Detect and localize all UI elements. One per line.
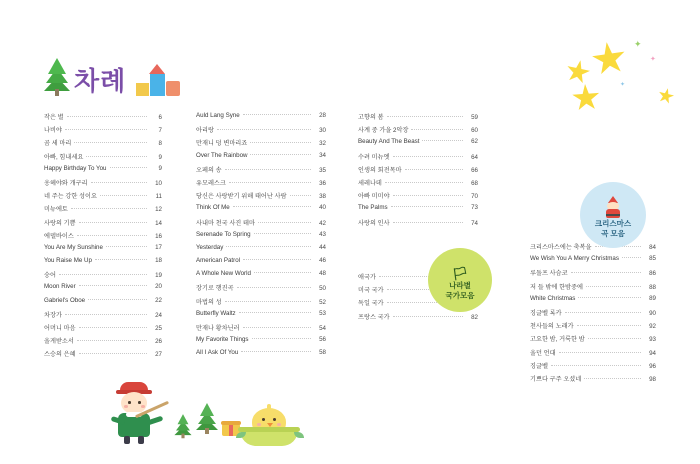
toc-entry-page: 64: [471, 153, 478, 161]
toc-entry[interactable]: [358, 312, 478, 325]
toc-entry-title: Gabriel's Oboe: [44, 296, 86, 304]
toc-leader-dots: [77, 235, 147, 236]
toc-entry-title: 애국가: [358, 274, 376, 281]
toc-entry-page: 68: [471, 179, 478, 187]
toc-entry[interactable]: [44, 244, 162, 257]
toc-entry[interactable]: [358, 191, 478, 204]
toc-entry[interactable]: [196, 138, 326, 151]
toc-entry-title: Think Of Me: [196, 204, 230, 212]
toc-leader-dots: [243, 327, 311, 328]
toc-leader-dots: [86, 156, 147, 157]
toc-leader-dots: [217, 129, 311, 130]
toc-leader-dots: [385, 182, 463, 183]
toc-entry[interactable]: [196, 283, 326, 296]
toc-entry-title: 사내마 천국 사진 테마: [196, 219, 255, 227]
toc-leader-dots: [237, 287, 311, 288]
toc-entry[interactable]: [44, 231, 162, 244]
toc-entry-page: 17: [155, 243, 162, 251]
toc-entry-title: 아빠, 힘내세요: [44, 153, 84, 161]
toc-entry-page: 74: [471, 219, 478, 227]
toc-entry[interactable]: [196, 310, 326, 323]
toc-entry-title: 당신은 사랑받기 위해 태어난 사람: [196, 193, 287, 201]
toc-entry-page: 62: [471, 138, 478, 146]
toc-entry[interactable]: [530, 282, 656, 295]
toc-entry[interactable]: [358, 165, 478, 178]
toc-entry-title: 울던 언대: [530, 349, 556, 357]
toc-entry-title: 장기로 행진곡: [196, 285, 234, 293]
toc-entry-page: 24: [155, 311, 162, 319]
toc-leader-dots: [225, 301, 311, 302]
toc-entry-page: 38: [319, 193, 326, 201]
toc-entry-title: 미국 국가: [358, 287, 384, 295]
toc-entry-title: The Palms: [358, 204, 388, 212]
toc-leader-dots: [588, 338, 641, 339]
badge-line-1: 나라별: [449, 281, 471, 291]
toc-entry[interactable]: [196, 323, 326, 336]
toc-entry-page: 9: [158, 164, 162, 172]
toc-entry-title: 루돌프 사슴코: [530, 270, 568, 278]
toc-entry-page: 9: [158, 153, 162, 161]
toc-leader-dots: [393, 222, 463, 223]
toc-entry[interactable]: [196, 244, 326, 257]
toc-entry-page: 56: [319, 336, 326, 344]
toc-entry-title: Serenade To Spring: [196, 230, 251, 238]
toc-entry-title: 인생의 회전목마: [358, 166, 402, 174]
star-icon: [571, 83, 601, 113]
toc-leader-dots: [551, 365, 641, 366]
toc-entry[interactable]: [196, 257, 326, 270]
toc-column: [530, 242, 656, 387]
toc-entry-title: 어머니 마음: [44, 325, 76, 332]
toc-leader-dots: [226, 246, 311, 247]
toc-entry-page: 85: [649, 255, 656, 263]
toc-entry-page: 35: [319, 166, 326, 174]
toc-leader-dots: [243, 114, 311, 115]
toc-entry-title: 곰 세 마리: [44, 140, 72, 148]
toc-entry-title: 만재나 황차닌러: [196, 325, 240, 332]
toc-entry-page: 94: [649, 349, 656, 357]
toc-leader-dots: [71, 208, 147, 209]
toc-leader-dots: [239, 312, 311, 313]
toc-leader-dots: [250, 142, 311, 143]
toc-leader-dots: [225, 169, 311, 170]
toc-entry-title: 크리스마스에는 축복을: [530, 244, 592, 251]
toc-entry-page: 43: [319, 230, 326, 238]
toc-entry[interactable]: [358, 152, 478, 165]
toc-entry-page: 10: [155, 179, 162, 187]
toc-leader-dots: [393, 195, 463, 196]
toc-entry-title: 아리랑: [196, 127, 214, 135]
toc-entry[interactable]: [44, 191, 162, 204]
toc-leader-dots: [233, 206, 311, 207]
toc-entry-title: 스승의 은혜: [44, 351, 76, 359]
toc-entry-title: Moon River: [44, 283, 76, 291]
toc-entry-page: 93: [649, 336, 656, 344]
toc-entry-page: 25: [155, 325, 162, 332]
toc-entry-page: 32: [319, 140, 326, 148]
toc-entry-title: 에델바이스: [44, 232, 74, 240]
sparkle-icon: ✦: [620, 82, 626, 88]
basket-icon: [240, 430, 298, 446]
toc-leader-dots: [110, 167, 148, 168]
toc-entry-page: 7: [158, 127, 162, 135]
toc-leader-dots: [95, 259, 147, 260]
toc-leader-dots: [77, 340, 147, 341]
toc-leader-dots: [405, 169, 463, 170]
toc-entry-page: 28: [319, 112, 326, 119]
toc-leader-dots: [252, 338, 312, 339]
toc-entry-title: 만재니 덩 변마리죠: [196, 140, 248, 148]
toc-entry[interactable]: [196, 336, 326, 349]
toc-leader-dots: [387, 116, 463, 117]
toc-entry-page: 59: [471, 114, 478, 121]
toc-leader-dots: [67, 116, 147, 117]
toc-leader-dots: [100, 195, 147, 196]
toc-entry[interactable]: [196, 178, 326, 191]
toc-leader-dots: [586, 286, 641, 287]
toc-column: [196, 112, 326, 363]
toc-entry[interactable]: [44, 204, 162, 217]
toc-entry[interactable]: [358, 138, 478, 151]
toc-entry-page: 89: [649, 294, 656, 302]
toc-leader-dots: [65, 314, 147, 315]
toc-entry-title: 미뉴에토: [44, 206, 68, 214]
toc-leader-dots: [559, 352, 641, 353]
toc-entry-title: 아빠 미미야: [358, 193, 390, 201]
star-icon: [564, 58, 592, 86]
toc-leader-dots: [229, 182, 311, 183]
toc-leader-dots: [88, 299, 147, 300]
badge-line-2: 곡 모음: [601, 228, 625, 238]
toc-entry[interactable]: [196, 204, 326, 217]
toc-leader-dots: [565, 312, 641, 313]
toc-entry[interactable]: [530, 242, 656, 255]
toc-entry[interactable]: [44, 152, 162, 165]
toc-leader-dots: [290, 195, 311, 196]
toc-entry-page: 19: [155, 272, 162, 280]
toc-entry[interactable]: [530, 268, 656, 281]
santa-figure-icon: [603, 196, 623, 218]
toc-entry-page: 40: [319, 204, 326, 212]
toc-entry-title: Yesterday: [196, 243, 224, 251]
toc-entry[interactable]: [196, 165, 326, 178]
badge-christmas-songs: [580, 182, 646, 248]
toc-entry[interactable]: [358, 125, 478, 138]
toc-entry[interactable]: [44, 310, 162, 323]
toc-entry[interactable]: [196, 349, 326, 362]
toc-entry-page: 30: [319, 127, 326, 135]
toc-entry-page: 26: [155, 338, 162, 346]
toc-entry[interactable]: [44, 283, 162, 296]
toc-entry-title: 징글벨 록카: [530, 309, 562, 317]
toy-blocks-icon: [136, 62, 182, 96]
toc-entry-page: 82: [471, 313, 478, 321]
toc-entry-title: 옹헤야와 개구리: [44, 179, 88, 187]
toc-entry-page: 11: [155, 193, 162, 201]
toc-entry-page: 86: [649, 270, 656, 278]
toc-entry-title: 나비야: [44, 127, 62, 135]
toc-entry-title: 사랑의 기쁨: [44, 219, 76, 227]
toc-leader-dots: [258, 222, 311, 223]
toc-entry[interactable]: [196, 152, 326, 165]
bottom-illustration: [110, 382, 320, 452]
toc-entry[interactable]: [44, 297, 162, 310]
toc-entry-title: 수려 미뉴엣: [358, 153, 390, 161]
toc-entry[interactable]: [530, 374, 656, 387]
toc-entry[interactable]: [358, 178, 478, 191]
toc-entry[interactable]: [358, 112, 478, 125]
toc-entry-title: Over The Rainbow: [196, 151, 248, 159]
toc-entry-title: 세레나데: [358, 179, 382, 187]
toc-leader-dots: [91, 182, 147, 183]
toc-entry[interactable]: [44, 165, 162, 178]
toc-entry-title: 독일 국가: [358, 300, 384, 308]
toc-entry-page: 66: [471, 166, 478, 174]
toc-entry[interactable]: [44, 257, 162, 270]
star-icon: [656, 86, 675, 105]
toc-entry-title: 프랑스 국가: [358, 313, 390, 321]
toc-leader-dots: [254, 272, 311, 273]
toc-entry-page: 48: [319, 270, 326, 278]
toc-entry-title: American Patrol: [196, 257, 241, 265]
badge-line-2: 국가모음: [445, 290, 475, 300]
toc-leader-dots: [106, 246, 147, 247]
toc-leader-dots: [422, 140, 463, 141]
toc-entry-title: 숭어: [44, 272, 56, 280]
toc-entry-title: 저 들 밖에 한밤중에: [530, 283, 583, 291]
toc-entry[interactable]: [196, 191, 326, 204]
toc-entry[interactable]: [530, 255, 656, 268]
toc-entry-page: 88: [649, 283, 656, 291]
toc-leader-dots: [59, 274, 147, 275]
toc-entry-title: 고요한 밤, 거룩한 밤: [530, 336, 585, 344]
toc-entry-page: 36: [319, 179, 326, 187]
sparkle-icon: ✦: [634, 39, 642, 49]
toc-entry-title: 사랑의 인사: [358, 219, 390, 227]
toc-entry-title: We Wish You A Merry Christmas: [530, 255, 619, 263]
toc-leader-dots: [79, 222, 147, 223]
toc-entry-page: 22: [155, 296, 162, 304]
toc-entry-title: 사계 중 가을 2악장: [358, 127, 409, 135]
toc-column: [44, 112, 162, 363]
star-icon: [590, 40, 628, 78]
sparkle-icon: ✦: [650, 56, 656, 63]
toc-entry[interactable]: [358, 204, 478, 217]
toc-entry-title: 고향의 봄: [358, 114, 384, 121]
kid-with-recorder-icon: [110, 382, 164, 444]
toc-entry[interactable]: [44, 349, 162, 362]
toc-entry-page: 90: [649, 309, 656, 317]
toc-leader-dots: [254, 233, 311, 234]
toc-entry-page: 20: [155, 283, 162, 291]
toc-entry-title: My Favorite Things: [196, 336, 249, 344]
toc-entry[interactable]: [358, 218, 478, 231]
toc-leader-dots: [393, 316, 463, 317]
toc-leader-dots: [79, 285, 147, 286]
toc-entry-title: You Are My Sunshine: [44, 243, 103, 251]
toc-leader-dots: [74, 142, 147, 143]
toc-entry-title: You Raise Me Up: [44, 257, 92, 265]
flags-icon: 🏳: [451, 266, 469, 282]
toc-entry-page: 46: [319, 257, 326, 265]
toc-entry-page: 52: [319, 298, 326, 306]
toc-entry-page: 58: [319, 349, 326, 357]
badge-national-anthems: [428, 248, 492, 312]
toc-entry-page: 53: [319, 309, 326, 317]
toc-entry[interactable]: [44, 336, 162, 349]
toc-entry[interactable]: [196, 270, 326, 283]
toc-leader-dots: [584, 378, 641, 379]
toc-leader-dots: [79, 353, 147, 354]
toc-entry-title: 유모레스크: [196, 179, 226, 187]
toc-entry-title: 네 주는 강한 성이요: [44, 193, 97, 201]
toc-leader-dots: [411, 129, 463, 130]
toc-leader-dots: [571, 272, 641, 273]
toc-entry[interactable]: [196, 125, 326, 138]
toc-entry-page: 54: [319, 325, 326, 332]
toc-leader-dots: [622, 257, 641, 258]
toc-leader-dots: [243, 259, 311, 260]
toc-entry-title: Butterfly Waltz: [196, 309, 236, 317]
toc-leader-dots: [391, 206, 463, 207]
toc-entry-title: 천사들의 노래가: [530, 323, 574, 331]
toc-entry[interactable]: [196, 112, 326, 125]
toc-entry-page: 42: [319, 219, 326, 227]
page-title: 차례: [74, 66, 127, 96]
toc-entry-page: 84: [649, 244, 656, 251]
toc-entry-page: 96: [649, 362, 656, 370]
toc-entry-page: 44: [319, 243, 326, 251]
toc-entry-title: 오페의 송: [196, 166, 222, 174]
toc-leader-dots: [577, 325, 641, 326]
toc-entry-page: 73: [471, 204, 478, 212]
toc-entry-title: 차장가: [44, 311, 62, 319]
toc-entry-title: All I Ask Of You: [196, 349, 239, 357]
toc-entry[interactable]: [44, 323, 162, 336]
toc-entry[interactable]: [530, 321, 656, 334]
toc-entry-page: 60: [471, 127, 478, 135]
toc-entry-page: 70: [471, 193, 478, 201]
toc-entry-page: 16: [155, 232, 162, 240]
toc-entry-page: 14: [155, 219, 162, 227]
toc-entry[interactable]: [530, 334, 656, 347]
pine-tree-icon: [174, 412, 191, 439]
toc-entry-page: 8: [158, 140, 162, 148]
toc-entry[interactable]: [196, 231, 326, 244]
toc-entry[interactable]: [530, 348, 656, 361]
toc-entry[interactable]: [530, 308, 656, 321]
toc-entry-page: 18: [155, 257, 162, 265]
pine-tree-icon: [44, 56, 70, 96]
toc-leader-dots: [65, 129, 147, 130]
pine-tree-icon: [196, 400, 218, 434]
toc-entry[interactable]: [530, 361, 656, 374]
toc-entry[interactable]: [44, 138, 162, 151]
toc-leader-dots: [250, 154, 311, 155]
toc-entry-page: 34: [319, 151, 326, 159]
toc-entry-title: A Whole New World: [196, 270, 251, 278]
toc-leader-dots: [393, 156, 463, 157]
toc-entry-title: White Christmas: [530, 294, 576, 302]
toc-entry-page: 98: [649, 375, 656, 383]
badge-line-1: 크리스마스: [594, 219, 632, 229]
toc-entry-title: 징글벨: [530, 362, 548, 370]
toc-entry-title: 기쁘다 구주 오셨네: [530, 375, 582, 383]
toc-entry[interactable]: [530, 295, 656, 308]
page-title-block: [44, 52, 182, 96]
toc-entry-page: 6: [158, 114, 162, 121]
toc-entry[interactable]: [44, 112, 162, 125]
toc-entry-title: Auld Lang Syne: [196, 112, 240, 119]
toc-entry[interactable]: [44, 218, 162, 231]
toc-leader-dots: [241, 351, 311, 352]
toc-entry-title: 작은 별: [44, 114, 64, 121]
toc-entry-title: 마법의 성: [196, 298, 222, 306]
toc-entry-title: Beauty And The Beast: [358, 138, 420, 146]
toc-column: [358, 112, 478, 231]
toc-entry-title: 올게받소서: [44, 338, 74, 346]
toc-entry-page: 12: [155, 206, 162, 214]
toc-entry-title: Happy Birthday To You: [44, 164, 107, 172]
toc-entry[interactable]: [44, 270, 162, 283]
toc-entry[interactable]: [196, 218, 326, 231]
toc-leader-dots: [79, 327, 147, 328]
toc-entry-page: 27: [155, 351, 162, 359]
toc-entry[interactable]: [44, 125, 162, 138]
toc-entry-page: 50: [319, 285, 326, 293]
toc-entry[interactable]: [44, 178, 162, 191]
toc-entry[interactable]: [196, 297, 326, 310]
toc-leader-dots: [578, 297, 641, 298]
toc-entry-page: 92: [649, 323, 656, 331]
